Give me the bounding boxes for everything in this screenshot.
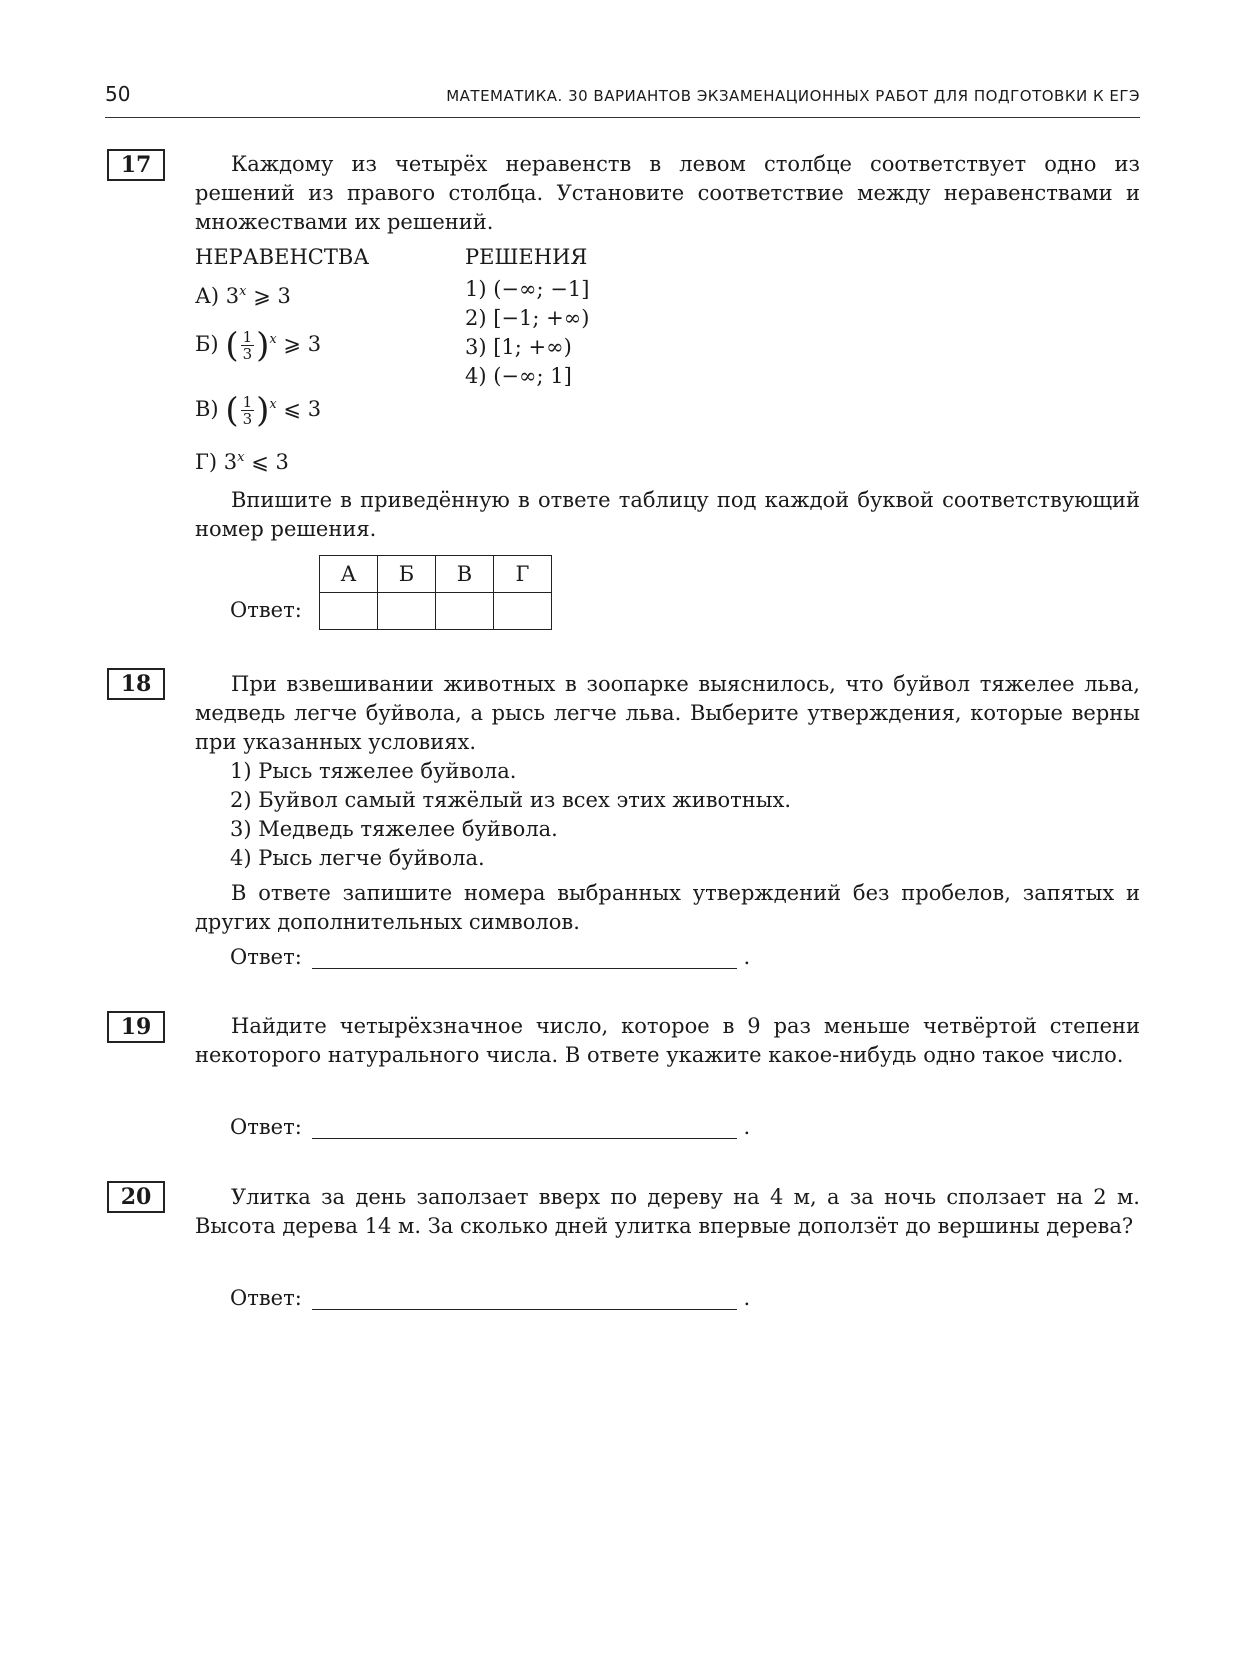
statement-4: 4) Рысь легче буйвола. bbox=[230, 846, 485, 870]
answer-row-18: Ответ: . bbox=[230, 945, 751, 969]
task-18-instruction: В ответе запишите номера выбранных утверждений без пробелов, запятых и других дополнительных символов. bbox=[195, 881, 1140, 934]
solution-1: 1) (−∞; −1] bbox=[465, 277, 590, 301]
running-header-title: МАТЕМАТИКА. 30 ВАРИАНТОВ ЭКЗАМЕНАЦИОННЫХ РАБОТ ДЛЯ ПОДГОТОВКИ К ЕГЭ bbox=[446, 87, 1140, 105]
task-number-19: 19 bbox=[107, 1011, 165, 1043]
answer-col-header: Г bbox=[494, 556, 552, 593]
answer-row-19: Ответ: . bbox=[230, 1115, 751, 1139]
answer-cell-a[interactable] bbox=[320, 593, 378, 630]
task-20-text: Улитка за день заползает вверх по дереву на 4 м, а за ночь сползает на 2 м. Высота дерева 14 м. За сколько дней улитка впервые доползёт до вершины дерева? bbox=[195, 1185, 1140, 1238]
task-17-text: Каждому из четырёх неравенств в левом столбце соответствует одно из решений из правого столбца. Установите соответствие между неравенствами и множествами их решений. bbox=[195, 152, 1140, 234]
inequality-a: А) 3$^x$ ⩾ 3 bbox=[195, 284, 291, 308]
statement-2: 2) Буйвол самый тяжёлый из всех этих животных. bbox=[230, 788, 792, 812]
answer-cell-g[interactable] bbox=[494, 593, 552, 630]
answer-cell-v[interactable] bbox=[436, 593, 494, 630]
task-number-17: 17 bbox=[107, 149, 165, 181]
task-number-18: 18 bbox=[107, 668, 165, 700]
header-divider bbox=[105, 117, 1140, 118]
inequality-v: В) ( $\frac{1}{3}$ )$^x$ ⩽ 3 bbox=[195, 390, 322, 431]
inequality-g: Г) 3$^x$ ⩽ 3 bbox=[195, 450, 289, 474]
answer-cell-b[interactable] bbox=[378, 593, 436, 630]
answer-field-18[interactable] bbox=[312, 946, 737, 969]
answer-col-header: Б bbox=[378, 556, 436, 593]
page-number: 50 bbox=[105, 82, 131, 106]
inequality-b: Б) ( $\frac{1}{3}$ )$^x$ ⩾ 3 bbox=[195, 325, 322, 366]
answer-col-header: А bbox=[320, 556, 378, 593]
answer-field-20[interactable] bbox=[312, 1287, 737, 1310]
task-19-text: Найдите четырёхзначное число, которое в 9 раз меньше четвёртой степени некоторого натурального числа. В ответе укажите какое-нибудь одно такое число. bbox=[195, 1014, 1140, 1067]
task-17-instruction: Впишите в приведённую в ответе таблицу под каждой буквой соответствующий номер решения. bbox=[195, 488, 1140, 541]
task-18-text: При взвешивании животных в зоопарке выяснилось, что буйвол тяжелее льва, медведь легче буйвола, а рысь легче льва. Выберите утверждения, которые верны при указанных условиях. bbox=[195, 672, 1140, 754]
answer-table-17 bbox=[319, 555, 552, 630]
solution-3: 3) [1; +∞) bbox=[465, 335, 572, 359]
statement-3: 3) Медведь тяжелее буйвола. bbox=[230, 817, 558, 841]
answer-col-header: В bbox=[436, 556, 494, 593]
task-number-20: 20 bbox=[107, 1181, 165, 1213]
answer-row-20: Ответ: . bbox=[230, 1286, 751, 1310]
statement-1: 1) Рысь тяжелее буйвола. bbox=[230, 759, 517, 783]
solutions-header: РЕШЕНИЯ bbox=[465, 245, 588, 269]
answer-label-17: Ответ: bbox=[230, 598, 302, 622]
solution-4: 4) (−∞; 1] bbox=[465, 364, 572, 388]
inequalities-header: НЕРАВЕНСТВА bbox=[195, 245, 370, 269]
solution-2: 2) [−1; +∞) bbox=[465, 306, 590, 330]
answer-field-19[interactable] bbox=[312, 1116, 737, 1139]
